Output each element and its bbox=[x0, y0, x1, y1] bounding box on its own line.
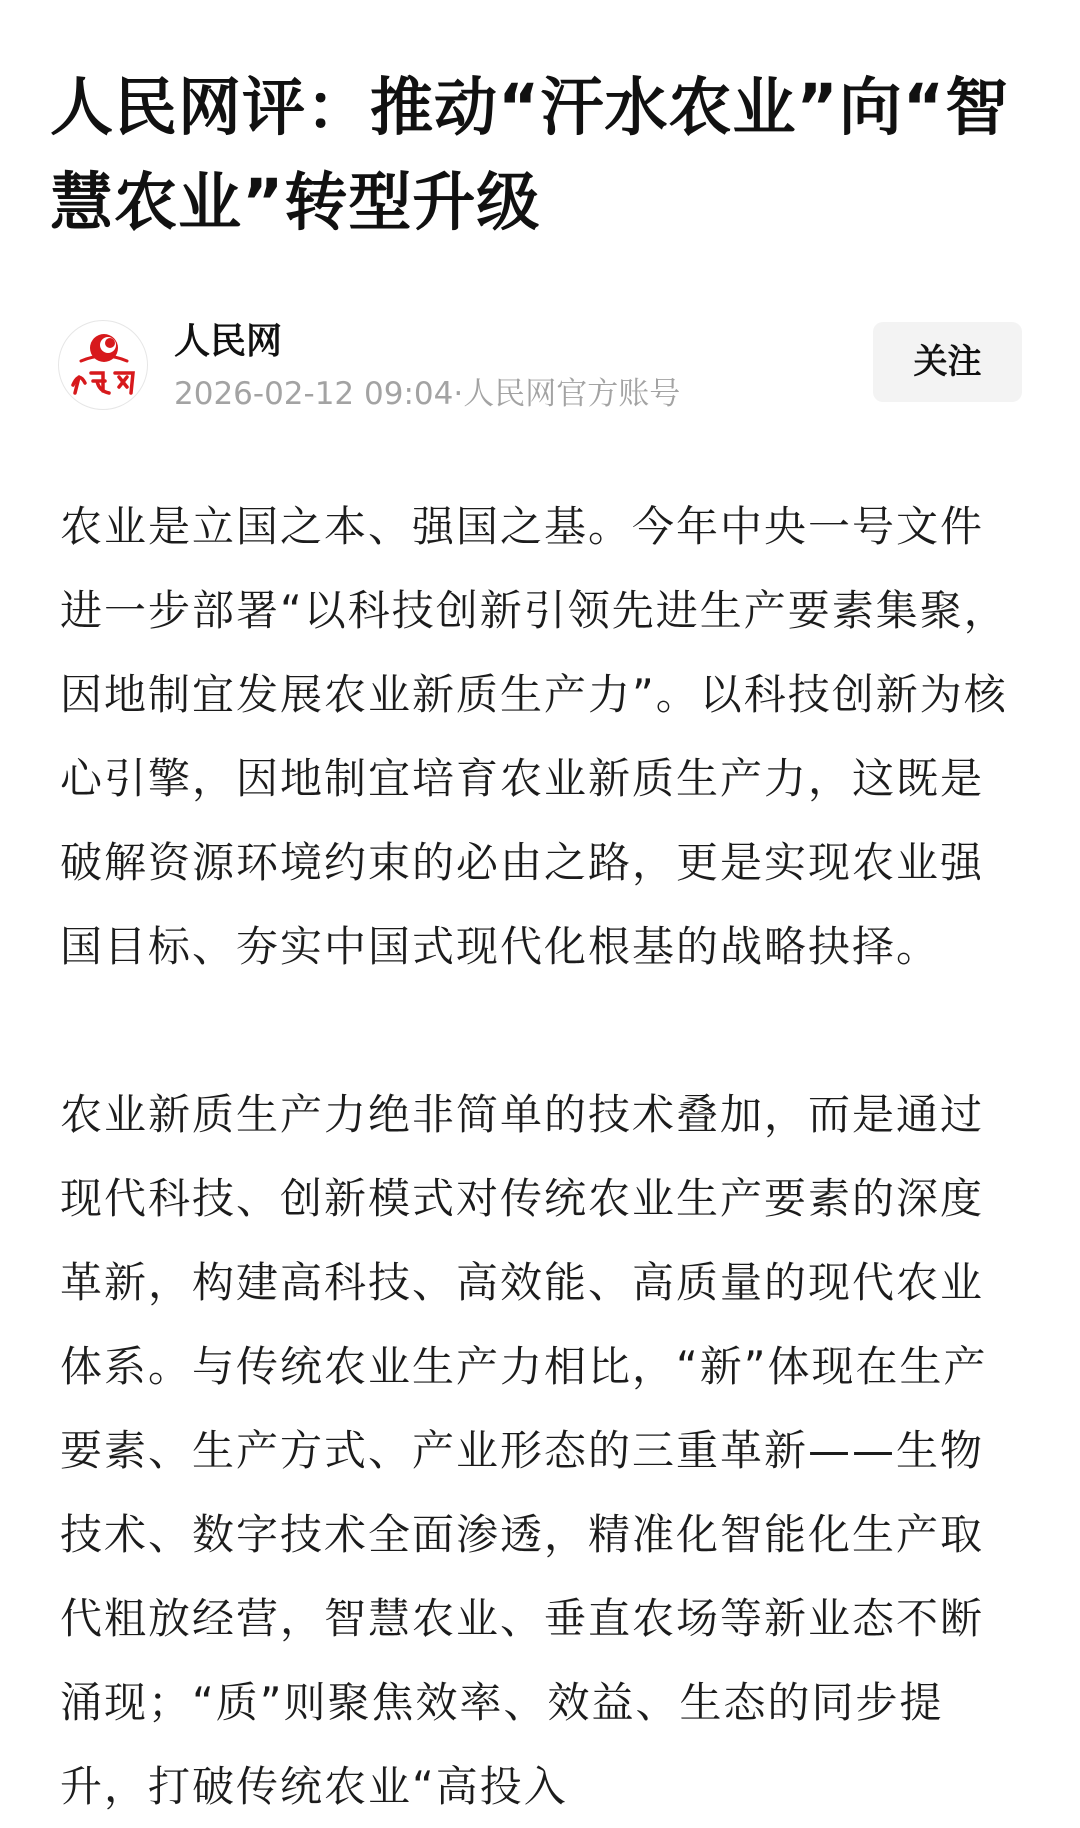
author-name[interactable]: 人民网 bbox=[174, 321, 283, 362]
author-avatar[interactable] bbox=[58, 320, 148, 410]
article-body bbox=[60, 485, 1020, 1828]
body-paragraph: 农业新质生产力绝非简单的技术叠加，而是通过现代科技、创新模式对传统农业生产要素的深度革新，构建高科技、高效能、高质量的现代农业体系。与传统农业生产力相比，“新”体现在生产要素、生产方式、产业形态的三重革新——生物技术、数字技术全面渗透，精准化智能化生产取代粗放经营，智慧农业、垂直农场等新业态不断涌现；“质”则聚焦效率、效益、生态的同步提升，打破传统农业“高投入 bbox=[60, 1090, 988, 1811]
author-row bbox=[58, 318, 1022, 414]
people-daily-logo-icon bbox=[59, 321, 148, 410]
publish-meta: 2026-02-12 09:04·人民网官方账号 bbox=[174, 376, 681, 412]
follow-button[interactable]: 关注 bbox=[873, 322, 1022, 402]
article-title: 人民网评：推动“汗水农业”向“智慧农业”转型升级 bbox=[50, 71, 1010, 239]
body-paragraph: 农业是立国之本、强国之基。今年中央一号文件进一步部署“以科技创新引领先进生产要素集聚，因地制宜发展农业新质生产力”。以科技创新为核心引擎，因地制宜培育农业新质生产力，这既是破解资源环境约束的必由之路，更是实现农业强国目标、夯实中国式现代化根基的战略抉择。 bbox=[60, 502, 1008, 971]
